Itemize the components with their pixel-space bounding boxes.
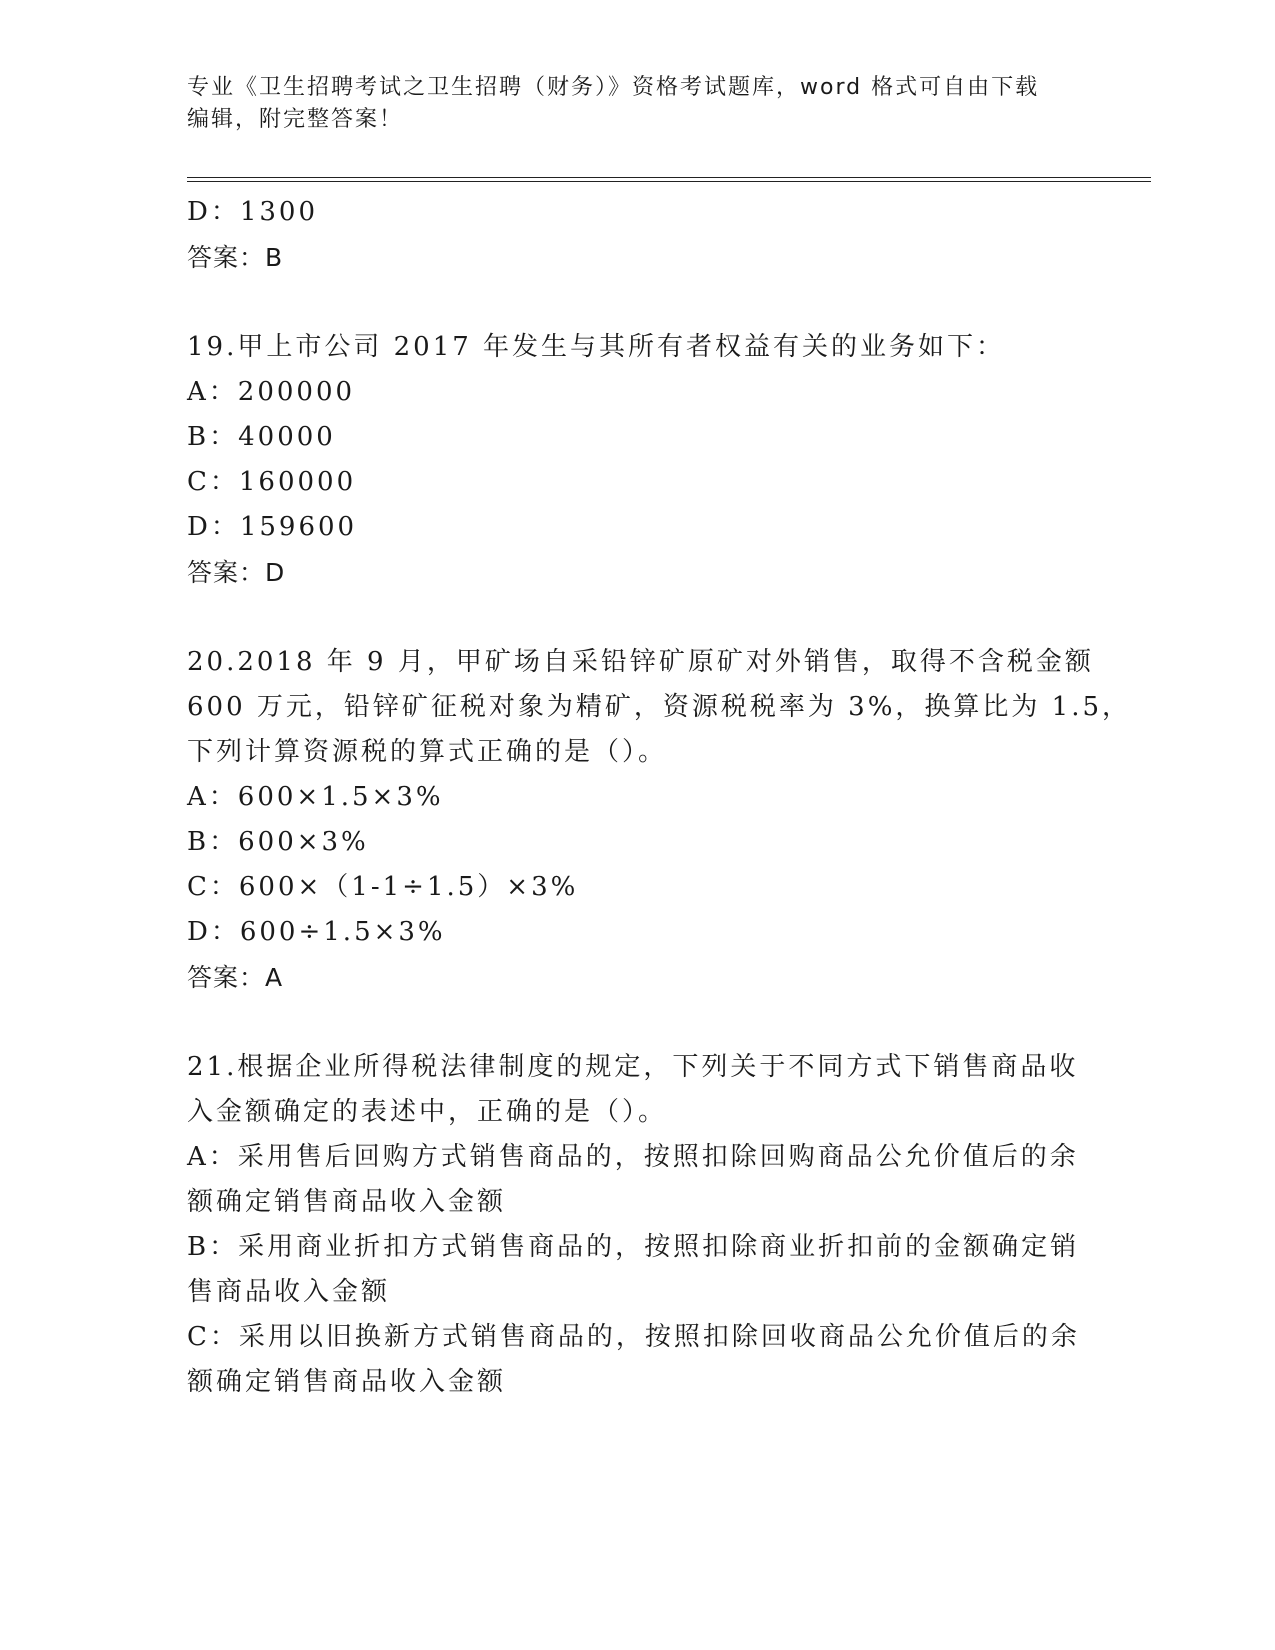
question-21-text-line-1: 21.根据企业所得税法律制度的规定，下列关于不同方式下销售商品收 bbox=[187, 1052, 1079, 1082]
question-21-option-c-line-2: 额确定销售商品收入金额 bbox=[187, 1367, 507, 1397]
question-19-option-c: C：160000 bbox=[187, 467, 357, 497]
prev-answer: 答案：B bbox=[187, 243, 284, 272]
question-20-text-line-1: 20.2018 年 9 月，甲矿场自采铅锌矿原矿对外销售，取得不含税金额 bbox=[187, 647, 1094, 677]
question-21-option-c-line-1: C：采用以旧换新方式销售商品的，按照扣除回收商品公允价值后的余 bbox=[187, 1322, 1080, 1352]
spacer bbox=[187, 1000, 1087, 1045]
question-20-answer: 答案：A bbox=[187, 963, 284, 992]
question-21-option-b-line-2: 售商品收入金额 bbox=[187, 1277, 391, 1307]
question-19-option-a: A：200000 bbox=[187, 377, 356, 407]
header-line-2: 编辑，附完整答案！ bbox=[187, 107, 404, 132]
question-20-text-line-2: 600 万元，铅锌矿征税对象为精矿，资源税税率为 3%，换算比为 1.5， bbox=[187, 692, 1132, 722]
spacer bbox=[187, 280, 1087, 325]
document-header bbox=[187, 72, 1087, 136]
question-21-option-b-line-1: B：采用商业折扣方式销售商品的，按照扣除商业折扣前的金额确定销 bbox=[187, 1232, 1080, 1262]
header-line-1: 专业《卫生招聘考试之卫生招聘（财务）》资格考试题库，word 格式可自由下载 bbox=[187, 75, 1040, 100]
question-19 bbox=[187, 325, 1087, 595]
question-20-option-c: C：600×（1-1÷1.5）×3% bbox=[187, 872, 579, 902]
question-21-option-a-line-2: 额确定销售商品收入金额 bbox=[187, 1187, 507, 1217]
header-divider-top bbox=[187, 177, 1151, 178]
question-19-text: 19.甲上市公司 2017 年发生与其所有者权益有关的业务如下： bbox=[187, 332, 1006, 362]
question-20-option-b: B：600×3% bbox=[187, 827, 369, 857]
question-list bbox=[187, 190, 1132, 1405]
question-19-answer: 答案：D bbox=[187, 558, 286, 587]
question-20 bbox=[187, 640, 1132, 1000]
question-20-option-d: D：600÷1.5×3% bbox=[187, 917, 446, 947]
question-21 bbox=[187, 1045, 1087, 1405]
header-divider-bottom bbox=[187, 181, 1151, 182]
prev-option-d: D：1300 bbox=[187, 197, 319, 227]
question-20-option-a: A：600×1.5×3% bbox=[187, 782, 444, 812]
question-21-text-line-2: 入金额确定的表述中，正确的是（）。 bbox=[187, 1097, 668, 1127]
question-19-option-b: B：40000 bbox=[187, 422, 336, 452]
question-19-option-d: D：159600 bbox=[187, 512, 358, 542]
spacer bbox=[187, 595, 1087, 640]
question-21-option-a-line-1: A：采用售后回购方式销售商品的，按照扣除回购商品公允价值后的余 bbox=[187, 1142, 1079, 1172]
question-20-text-line-3: 下列计算资源税的算式正确的是（）。 bbox=[187, 737, 668, 767]
